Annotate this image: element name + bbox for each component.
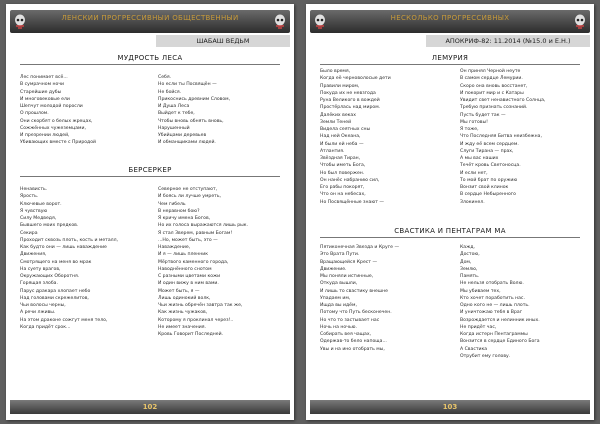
poem-line: В неравном бою? <box>158 208 200 214</box>
poem-line: Далёких веках <box>320 112 356 118</box>
poem-line: Скоро она вновь восстанет, <box>460 83 528 89</box>
poem-line: Одно кого не — лишь плоть. <box>460 303 530 308</box>
poem-line: Проходит сквозь плоть, кость и металл, <box>20 237 119 243</box>
poem-line: Себя. <box>158 75 172 80</box>
poem-line: Это Врата Пути. <box>320 252 360 258</box>
poem-line: И я — лишь пленник <box>158 252 208 258</box>
poem-line: Откуда вышли, <box>320 281 358 287</box>
poem-line: Я кричу имена Богов, <box>158 216 211 221</box>
poem-line: Покуда их не невзгода <box>320 90 376 96</box>
poem-line: Звёздная Тиран, <box>320 156 361 161</box>
poem-line: А речи лживы. <box>20 310 56 316</box>
poem-line: Прикоснись древним Словом, <box>158 96 231 102</box>
poem-line: Не имеет значения. <box>158 324 206 330</box>
poem-line: В самом сердце Лемурии. <box>460 76 523 82</box>
left-subheader: ШАБАШ ВЕДЬМ <box>156 35 290 47</box>
skull-emblem-icon <box>13 13 27 31</box>
poem-line: Над головами скрежелитов, <box>20 295 89 301</box>
poem-line: Над ней Океана, <box>320 134 361 140</box>
section-title-berserker: БЕРСЕРКЕР <box>128 166 172 174</box>
poem-line: Чтобы иметь Бога, <box>320 163 366 169</box>
section-rule <box>20 64 280 65</box>
right-subheader: АПОКРИФ-82: 11.2014 (№15.0 и Е.Н.) <box>426 35 590 47</box>
poem-line: Землю, <box>460 266 478 272</box>
poem-line: Наводнённого снотом <box>158 266 212 272</box>
poem-line: Шепчут молодой поросли <box>20 104 83 109</box>
poem-line: Память. <box>460 274 480 279</box>
right-page <box>306 4 594 420</box>
poem-line: Лес понимает всё... <box>20 75 68 80</box>
poem-line: Нарушенный <box>158 125 190 131</box>
poem-line: Убивающих вместе с Природой <box>20 140 97 146</box>
poem-line: Чтобы вновь обнять вновь, <box>158 118 224 124</box>
poem-line: Злокинел. <box>460 199 485 205</box>
poem-line: Но Посвящённые знают — <box>320 199 384 205</box>
poem-line: Не нельзя отобрать Волю. <box>460 281 524 287</box>
poem-line: Наваждение, <box>158 245 191 250</box>
page-number: 103 <box>442 403 458 411</box>
poem-line: Которому я проклинал через!.. <box>158 317 234 323</box>
poem-line: И были ей неба — <box>320 141 364 147</box>
poem-line: Северное не отступают, <box>158 187 218 192</box>
poem-line: Они скорбят о белых жрецах, <box>20 118 93 124</box>
poem-line: Простёрлась над миром. <box>320 105 381 111</box>
poem-line: Потому что Путь бесконечен. <box>320 310 392 316</box>
skull-emblem-icon <box>573 13 587 31</box>
poem-column <box>320 244 446 353</box>
poem-line: Убийцами деревьев <box>158 133 207 138</box>
poem-column <box>20 186 146 331</box>
poem-line: Когда придёт срок... <box>20 324 71 330</box>
section-rule <box>20 176 280 177</box>
poem-line: Ночь на ночью. <box>320 324 357 330</box>
poem-line: Горящая злоба. <box>20 281 58 287</box>
poem-line: Увидит свет ненавистного Солнца, <box>460 98 546 103</box>
poem-line: И если нет, <box>460 170 488 176</box>
poem-line: Когда истерн Пентаграммы <box>460 332 528 337</box>
poem-line: ...Но, может быть, это — <box>158 237 218 243</box>
poem-line: Как жизнь чужаков, <box>158 310 208 316</box>
poem-line: Руна Великого в вождей <box>320 98 380 103</box>
poem-column <box>20 74 146 147</box>
poem-line: Что он на небесах, <box>320 192 366 198</box>
skull-emblem-icon <box>313 13 327 31</box>
poem-line: Окружающих Оборотня. <box>20 274 80 279</box>
poem-line: И уничтожаю тебя в Враг <box>460 310 523 316</box>
poem-line: Вонзится в сердце Единого Бога <box>460 339 540 345</box>
poem-line: Движение. <box>320 266 347 272</box>
section-title-forest: МУДРОСТЬ ЛЕСА <box>117 54 183 62</box>
section-title-lemuria: ЛЕМУРИЯ <box>431 54 469 62</box>
poem-column <box>460 68 586 206</box>
right-header-bar <box>310 10 590 33</box>
poem-line: Правили миром, <box>320 83 360 89</box>
poem-line: На этом драконе сожгут меня тело, <box>20 317 108 323</box>
poem-line: Дом, <box>460 259 472 265</box>
poem-line: Ярость. <box>20 194 39 200</box>
poem-line: И жду её всем сердцем. <box>460 141 519 147</box>
poem-line: И один вижу в ним вами. <box>158 281 219 287</box>
poem-line: Собирать вея чащах, <box>320 332 372 337</box>
poem-line: Отрубит ему голову. <box>460 353 511 359</box>
poem-line: Атлантия. <box>320 148 345 154</box>
poem-line: Выйдет к тебе, <box>158 111 195 117</box>
poem-line: Ищда вы идём, <box>320 303 357 308</box>
poem-line: Как будто они — лишь наваждение <box>20 245 107 250</box>
poem-line: Пусть будет так — <box>460 112 506 118</box>
poem-line: Не придёт час, <box>460 324 497 330</box>
poem-line: Может быть, я — <box>158 288 200 294</box>
poem-line: Одержав-то бело напоща... <box>320 339 387 345</box>
poem-line: Увы и на ино отобрать мы, <box>320 346 385 352</box>
poem-line: Слуги Тирана — прах, <box>460 148 514 154</box>
poem-column <box>460 244 586 360</box>
poem-line: Мы убиваем тех, <box>460 288 501 294</box>
poem-line: Движения, <box>20 252 47 258</box>
poem-line: Он принял Черной неуте <box>460 69 521 74</box>
left-footer-bar <box>10 400 290 414</box>
section-rule <box>320 237 580 238</box>
poem-line: Мы готовы! <box>460 119 488 125</box>
poem-line: Его рабы покорят, <box>320 185 365 190</box>
poem-line: И многовековые ели <box>20 96 70 102</box>
poem-line: Пятиконечная Звезда и Круге — <box>320 245 400 250</box>
poem-line: Вонзит свой клинок <box>460 185 509 190</box>
poem-line: Я тоже, <box>460 127 479 132</box>
poem-line: Не бойся. <box>158 89 182 95</box>
poem-line: Кажд, <box>460 245 475 250</box>
poem-line: Кто хочет поработить нас. <box>460 295 525 301</box>
poem-line: И Душа Леса <box>158 104 190 109</box>
poem-line: Чьи волосы черны, <box>20 303 66 308</box>
poem-line: Кровь Говорит Последней. <box>158 332 224 337</box>
page-number: 102 <box>142 403 158 411</box>
poem-line: Требую признать сознаний. <box>460 105 528 111</box>
poem-line: Я стал Зверем, равным Богам! <box>158 230 233 236</box>
left-page <box>6 4 294 420</box>
section-title-swastika: СВАСТИКА И ПЕНТАГРАМ МА <box>394 227 506 235</box>
poem-line: Чьи жизнь обречён завтра так же, <box>158 303 243 308</box>
poem-line: Чем гибель <box>158 201 186 207</box>
poem-line: Сожжённых чужеземцами, <box>20 125 86 131</box>
poem-line: Земли Теней <box>320 119 352 125</box>
poem-line: Он нанёс набранию сил, <box>320 177 380 183</box>
poem-line: И боясь ли лучше умреть, <box>158 194 222 200</box>
poem-line: Бывшего моих предков. <box>20 223 79 229</box>
poem-line: Лишь одинокий волк, <box>158 295 211 301</box>
poem-line: Но что то застывает нас <box>320 317 380 323</box>
poem-line: О прошлом. <box>20 111 49 117</box>
poem-line: И презрении людей, <box>20 133 70 138</box>
poem-column <box>158 186 284 338</box>
poem-line: То мой брат по оружию <box>460 177 518 183</box>
poem-line: Секира <box>20 230 38 236</box>
poem-line: Мы поняли истинные, <box>320 274 374 279</box>
poem-line: Мёртвого каменного города, <box>158 259 229 265</box>
section-rule <box>320 64 580 65</box>
poem-line: На суету врагов, <box>20 266 61 272</box>
poem-line: И лишь то свастику внешне <box>320 288 388 294</box>
skull-emblem-icon <box>273 13 287 31</box>
poem-line: С разными цветами кожи <box>158 274 221 279</box>
poem-line: А мы вас наших <box>460 156 499 161</box>
poem-line: Вращающейся Крест — <box>320 259 378 265</box>
poem-line: Упадаем им, <box>320 295 351 301</box>
left-header-bar <box>10 10 290 33</box>
poem-line: Парус дракара хлопает небо <box>20 288 91 294</box>
poem-line: Видела сеятных сны <box>320 127 371 132</box>
poem-line: Когда её черноволосые дети <box>320 76 391 82</box>
right-footer-bar <box>310 400 590 414</box>
poem-line: Было время, <box>320 69 351 74</box>
poem-line: Старейшие дубы <box>20 89 62 95</box>
poem-line: И обманщиками людей. <box>158 140 216 146</box>
poem-line: Возрождается и нелинник иных. <box>460 317 540 323</box>
poem-line: А Свастика <box>460 346 488 352</box>
left-header-title: ЛЕНСКИЙ ПРОГРЕССИВНЫЙ ОБЩЕСТВЕННЫЙ <box>61 14 239 22</box>
poem-line: Смотрящего на меня во мрак <box>20 259 92 265</box>
poem-line: Достою, <box>460 252 480 258</box>
poem-line: Ключевые ворот. <box>20 201 62 207</box>
poem-line: Ненависть. <box>20 187 48 192</box>
poem-line: Но если ты Посвящён — <box>158 82 217 88</box>
poem-line: В сумрачном ночи <box>20 82 65 88</box>
poem-line: Силу Медведя, <box>20 216 57 221</box>
poem-column <box>320 68 446 206</box>
poem-line: Я чувствую <box>20 208 48 214</box>
poem-line: Течёт кровь Светоносца. <box>460 163 521 169</box>
poem-line: И покорит мир и с Катары <box>460 90 524 96</box>
poem-line: В сердце Небыренного <box>460 192 516 198</box>
right-header-title: НЕСКОЛЬКО ПРОГРЕССИВНЫХ <box>390 14 510 22</box>
poem-line: Но их голоса выражаются лишь рык. <box>158 223 249 229</box>
poem-column <box>158 74 284 147</box>
poem-line: Что Последняя Битва неизбежна, <box>460 134 542 140</box>
poem-line: Но был повержен. <box>320 170 365 176</box>
